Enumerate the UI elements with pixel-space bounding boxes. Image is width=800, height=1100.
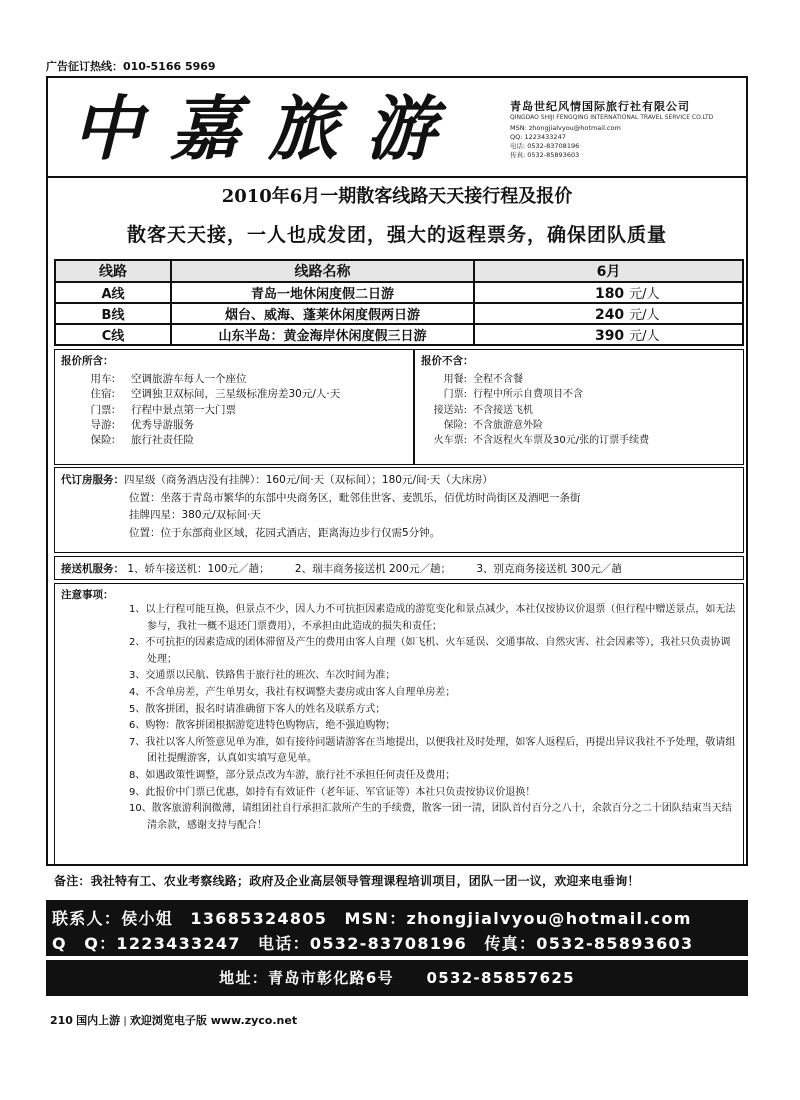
price-value: 390 — [594, 328, 625, 344]
route-price — [474, 282, 743, 303]
route-name: 烟台、威海、蓬莱休闲度假两日游 — [171, 303, 474, 324]
route-name: 青岛一地休闲度假二日游 — [171, 282, 474, 303]
transfer-content — [61, 561, 622, 576]
table-row — [55, 303, 743, 324]
price-value: 180 — [594, 286, 625, 302]
transfer-box — [54, 556, 744, 580]
table-header-row — [55, 260, 743, 282]
hotel-line: 挂牌四星：380元/双标间·天 — [129, 509, 261, 521]
route-name: 山东半岛：黄金海岸休闲度假三日游 — [171, 324, 474, 345]
excluded-box — [414, 349, 744, 465]
table-row — [55, 282, 743, 303]
route-code: B线 — [55, 303, 171, 324]
list-item: 1、以上行程可能互换，但景点不少，因人力不可抗拒因素造成的游览变化和景点减少，本社仅按协议价退票（但行程中赠送景点，如无法参与，我社一概不退还门票费用），不承担由此造成的损失和责任； — [129, 604, 736, 632]
included-box — [54, 349, 414, 465]
list-item: 住宿: 空调独卫双标间，三星级标准房差30元/人·天 — [90, 388, 341, 401]
hotel-box — [54, 467, 744, 553]
doc-title: 2010年6月一期散客线路天天接行程及报价 — [221, 186, 573, 207]
price-unit: 元/人 — [629, 308, 660, 323]
included-list — [61, 372, 340, 448]
price-value: 240 — [594, 307, 625, 323]
header-tel: 电话: 0532-83708196 — [510, 142, 580, 150]
section-name: 国内上游 — [76, 1014, 121, 1027]
route-price-table — [54, 259, 744, 346]
company-name-en: QINGDAO SHIJI FENGQING INTERNATIONAL TRAVEL SERVICE CO.LTD — [510, 114, 714, 121]
transfer-item: 2、瑞丰商务接送机 200元／趟； — [294, 563, 451, 575]
excluded-list — [413, 372, 649, 448]
page-footer — [50, 1012, 297, 1028]
route-code: A线 — [55, 282, 171, 303]
slogan: 散客天天接，一人也成发团，强大的返程票务，确保团队质量 — [126, 224, 667, 246]
list-item: 2、不可抗拒的因素造成的团体滞留及产生的费用由客人自理（如飞机、火车延误、交通事故、自然灾害、社会因素等），我社只负责协调处理； — [129, 637, 731, 665]
list-item: 10、散客旅游利润微薄，请组团社自行承担汇款所产生的手续费，散客一团一清，团队首付百分之八十，余款百分之二十团队结束当天结清余款，感谢支持与配合！ — [129, 803, 732, 831]
list-item: 8、如遇政策性调整，部分景点改为车游，旅行社不承担任何责任及费用； — [129, 769, 456, 781]
transfer-item: 3、别克商务接送机 300元／趟 — [476, 563, 622, 575]
table-row — [55, 324, 743, 345]
notes-box — [54, 583, 744, 865]
header-qq: QQ: 1223433247 — [510, 133, 566, 141]
price-unit: 元/人 — [629, 287, 660, 302]
contact-line-1: 联系人：侯小姐 13685324805 MSN：zhongjialvyou@hotmail.com — [52, 909, 692, 928]
header-msn: MSN: zhongjialvyou@hotmail.com — [510, 124, 621, 132]
list-item: 用车: 空调旅游车每人一个座位 — [90, 373, 247, 385]
hotel-line: 代订房服务：四星级（商务酒店没有挂牌）：160元/间·天（双标间）；180元/间·天（大床房） — [61, 474, 493, 486]
hotel-label: 代订房服务： — [61, 474, 124, 486]
hotel-line: 位置：坐落于青岛市繁华的东部中央商务区，毗邻佳世客、麦凯乐，佰优坊时尚街区及酒吧一条街 — [129, 491, 581, 504]
company-name: 青岛世纪风情国际旅行社有限公司 — [510, 100, 690, 113]
list-item: 火车票: 不含返程火车票及30元/张的订票手续费 — [433, 435, 650, 447]
header-contact-info — [510, 124, 621, 160]
list-item: 接送站: 不含接送飞机 — [433, 404, 533, 416]
contact-line-2: Q Q：1223433247 电话：0532-83708196 传真：0532-85893603 — [52, 934, 694, 953]
header-fax: 传真: 0532-85893603 — [510, 151, 580, 159]
route-price — [474, 324, 743, 345]
list-item: 9、此报价中门票已优惠，如持有有效证件（老年证、军官证等）本社只负责按协议价退换！ — [129, 786, 536, 798]
notes-list — [115, 602, 737, 834]
hotel-line: 位置：位于东部商业区域，花园式酒店，距离海边步行仅需5分钟。 — [129, 526, 441, 539]
list-item: 6、购物：散客拼团根据游览进特色购物店，绝不强迫购物； — [129, 720, 396, 732]
transfer-label: 接送机服务： — [61, 563, 124, 575]
col-header-name: 线路名称 — [171, 260, 474, 282]
list-item: 导游: 优秀导游服务 — [90, 418, 194, 431]
contact-banner — [46, 900, 748, 956]
list-item: 用餐: 全程不含餐 — [443, 374, 523, 385]
address-banner: 地址：青岛市彰化路6号 0532-85857625 — [46, 960, 748, 996]
list-item: 4、不含单房差，产生单男女，我社有权调整夫妻房或由客人自理单房差； — [129, 686, 456, 698]
included-label: 报价所含： — [61, 355, 114, 367]
logo-text: 中嘉旅游 — [72, 87, 464, 170]
footnote: 备注：我社特有工、农业考察线路；政府及企业高层领导管理课程培训项目，团队一团一议，欢迎来电垂询！ — [54, 874, 640, 888]
ad-hotline: 广告征订热线：010-5166 5969 — [46, 60, 216, 73]
route-code: C线 — [55, 324, 171, 345]
list-item: 保险: 不含旅游意外险 — [443, 419, 543, 431]
price-unit: 元/人 — [629, 329, 660, 344]
notes-label: 注意事项： — [61, 589, 114, 601]
page-number: 210 — [50, 1014, 73, 1027]
footer-divider: | — [123, 1016, 127, 1027]
route-price — [474, 303, 743, 324]
list-item: 门票: 行程中景点第一大门票 — [90, 403, 236, 416]
col-header-route: 线路 — [55, 260, 171, 282]
footer-text: 欢迎浏览电子版 www.zyco.net — [129, 1014, 298, 1027]
transfer-item: 1、轿车接送机：100元／趟； — [127, 563, 270, 575]
hotel-content — [61, 472, 737, 542]
col-header-month: 6月 — [474, 260, 743, 282]
excluded-label: 报价不含： — [421, 355, 474, 367]
list-item: 保险: 旅行社责任险 — [90, 434, 194, 447]
list-item: 5、散客拼团，报名时请准确留下客人的姓名及联系方式； — [129, 703, 386, 715]
list-item: 门票: 行程中所示自费项目不含 — [443, 389, 583, 401]
list-item: 7、我社以客人所签意见单为准，如有接待问题请游客在当地提出，以便我社及时处理，如客人返程后，再提出异议我社不予处理，敬请组团社提醒游客，认真如实填写意见单。 — [129, 736, 736, 765]
list-item: 3、交通票以民航、铁路售于旅行社的班次、车次时间为准； — [129, 670, 396, 682]
